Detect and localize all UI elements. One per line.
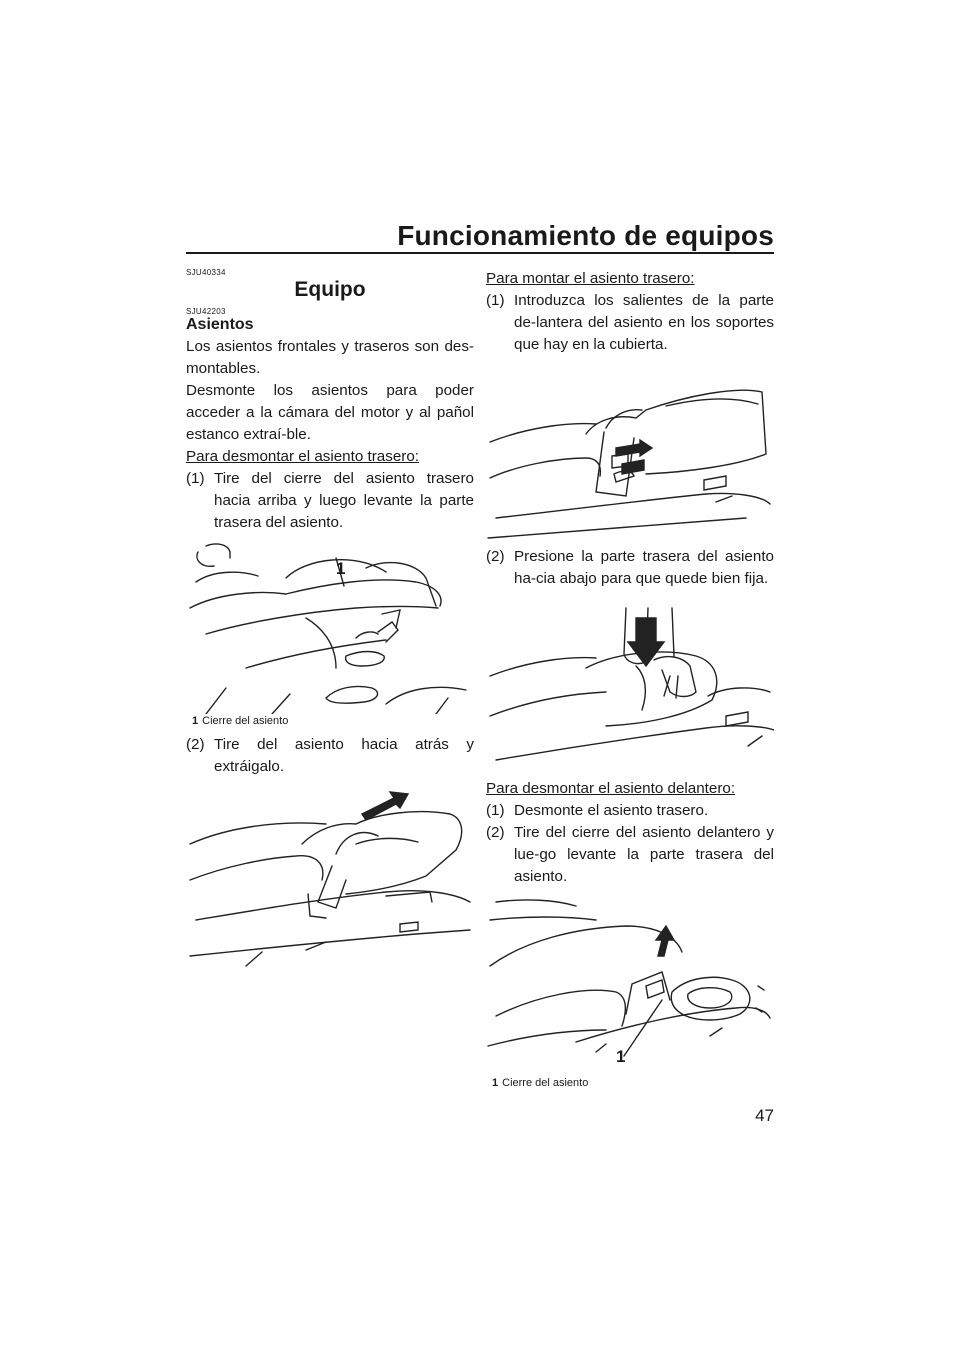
step-number: (2) xyxy=(486,824,505,841)
front-seat-latch-figure xyxy=(486,896,774,1072)
install-rear-step-1 xyxy=(486,290,774,356)
right-column xyxy=(486,268,774,1090)
step-text: Tire del cierre del asiento trasero hacia arriba y luego levante la parte trasera del asiento. xyxy=(214,470,474,531)
front-seat-latch-illustration xyxy=(486,896,774,1072)
remove-front-heading: Para desmontar el asiento delantero: xyxy=(486,780,736,797)
section-code: SJU40334 xyxy=(186,268,226,277)
remove-rear-step-1 xyxy=(186,468,474,534)
header-rule xyxy=(186,252,774,254)
step-text: Tire del cierre del asiento delantero y lue-go levante la parte trasera del asiento. xyxy=(514,824,774,885)
remove-rear-step-2 xyxy=(186,734,474,778)
install-rear-heading: Para montar el asiento trasero: xyxy=(486,270,695,287)
step-number: (1) xyxy=(486,802,505,819)
section-title: Equipo xyxy=(294,278,366,301)
step-number: (1) xyxy=(486,292,505,309)
subsection-code: SJU42203 xyxy=(186,307,226,316)
seat-removal-figure xyxy=(186,784,474,968)
seat-install-illustration xyxy=(486,362,774,540)
caption-number: 1 xyxy=(192,715,199,727)
left-column xyxy=(186,268,474,968)
step-text: Introduzca los salientes de la parte de-lantera del asiento en los soportes que hay en la cubierta. xyxy=(514,292,774,353)
page-number: 47 xyxy=(755,1106,774,1125)
remove-front-step-1 xyxy=(486,800,774,822)
step-number: (2) xyxy=(486,548,505,565)
front-seat-latch-caption xyxy=(492,1076,774,1090)
figure-callout-1: 1 xyxy=(616,1047,626,1066)
seat-press-figure xyxy=(486,596,774,772)
intro-paragraph: Los asientos frontales y traseros son des-montables. xyxy=(186,338,474,377)
seat-latch-illustration xyxy=(186,538,474,714)
seat-press-illustration xyxy=(486,596,774,772)
remove-rear-heading: Para desmontar el asiento trasero: xyxy=(186,448,419,465)
access-paragraph: Desmonte los asientos para poder acceder a la cámara del motor y al pañol estanco extraí-ble. xyxy=(186,382,474,443)
page-header-title: Funcionamiento de equipos xyxy=(397,220,774,251)
step-number: (1) xyxy=(186,470,205,487)
seat-latch-figure xyxy=(186,538,474,714)
step-text: Desmonte el asiento trasero. xyxy=(514,802,709,819)
seat-latch-caption xyxy=(192,714,474,728)
install-rear-step-2 xyxy=(486,546,774,590)
seat-install-figure xyxy=(486,362,774,540)
caption-number: 1 xyxy=(492,1077,499,1089)
step-text: Presione la parte trasera del asiento ha-cia abajo para que quede bien fija. xyxy=(514,548,774,587)
caption-text: Cierre del asiento xyxy=(202,715,289,727)
seat-removal-illustration xyxy=(186,784,474,968)
remove-front-step-2 xyxy=(486,822,774,888)
step-text: Tire del asiento hacia atrás y extráigalo. xyxy=(214,736,474,775)
caption-text: Cierre del asiento xyxy=(502,1077,589,1089)
subsection-title: Asientos xyxy=(186,316,254,333)
figure-callout-1: 1 xyxy=(336,559,346,578)
step-number: (2) xyxy=(186,736,205,753)
